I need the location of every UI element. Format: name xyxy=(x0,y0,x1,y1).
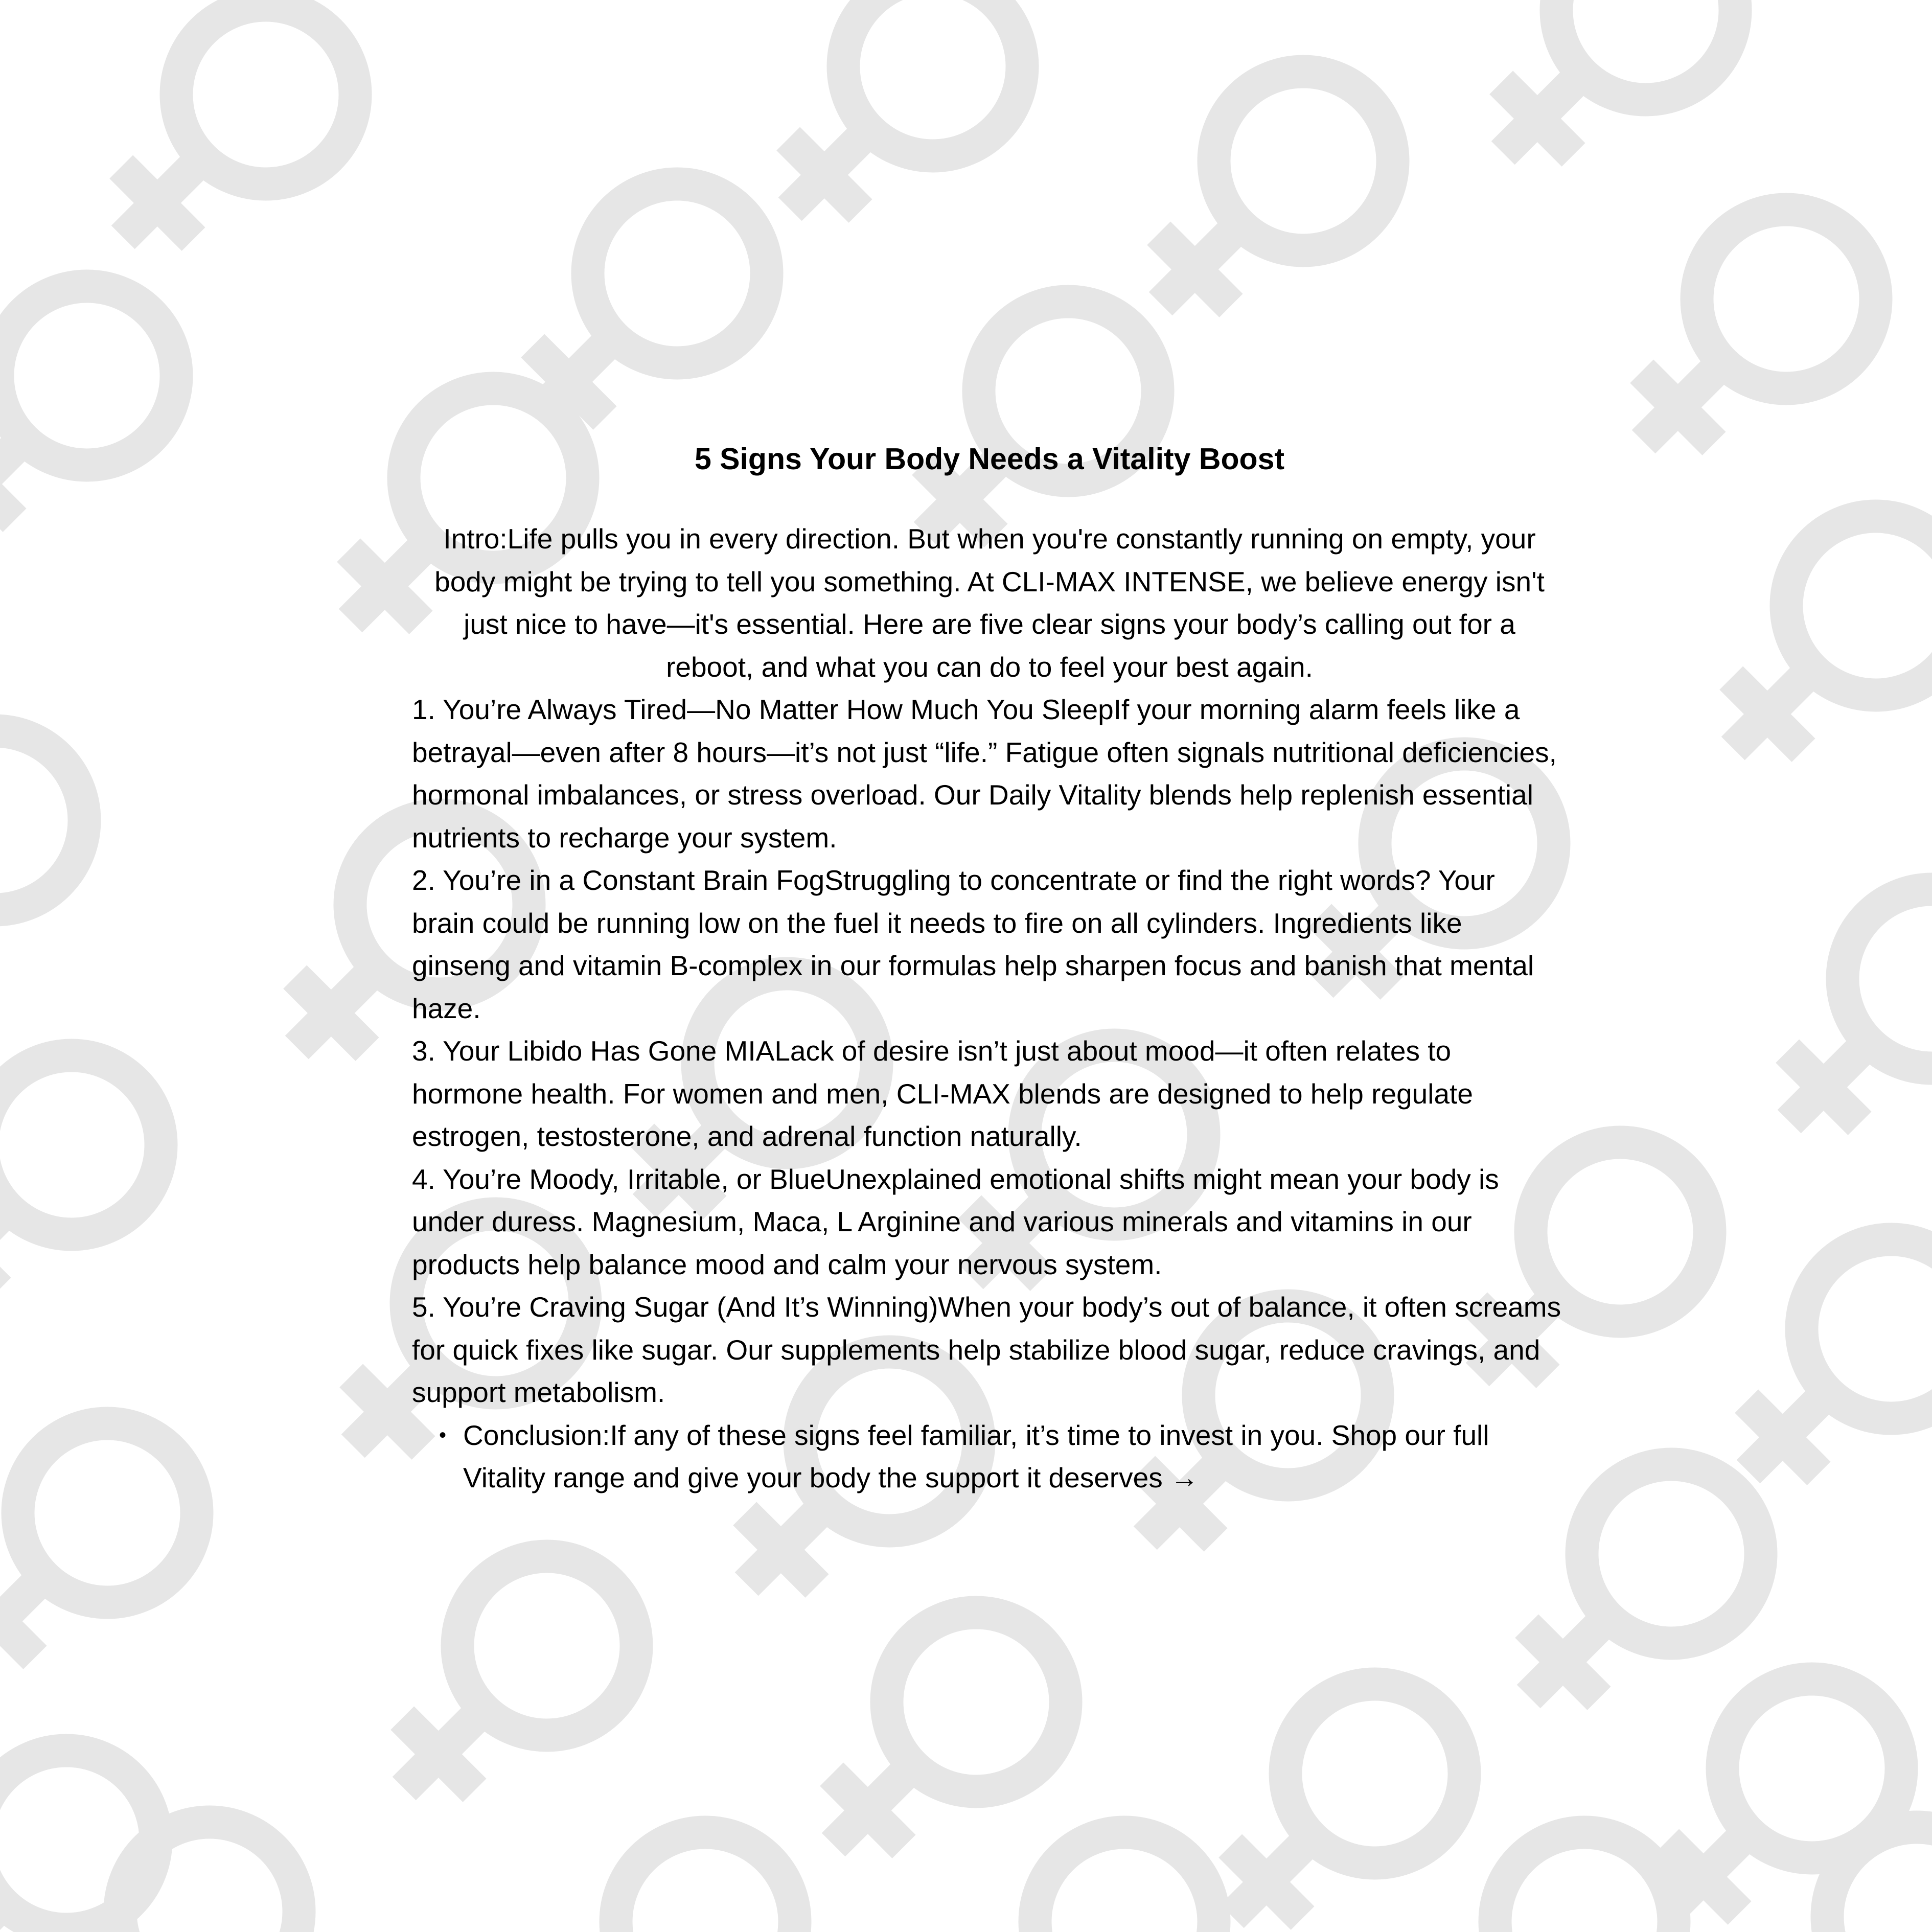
female-symbol-icon xyxy=(918,1796,1251,1932)
female-symbol-icon xyxy=(341,1520,674,1852)
female-symbol-icon xyxy=(0,1019,198,1351)
intro-paragraph: Intro:Life pulls you in every direction. But when you're constantly running on empty, your body might be trying to tell you something. At CLI-MAX INTENSE, we believe energy isn't just nice to have—it's essential. Here are five clear signs your body’s calling out for a reboot, and what you can do to feel your best again. xyxy=(434,523,1545,683)
female-symbol-icon xyxy=(1580,173,1913,505)
female-symbol-icon xyxy=(471,147,804,480)
article xyxy=(412,437,1567,1500)
female-symbol-icon xyxy=(499,1796,832,1932)
female-symbol-icon xyxy=(1726,853,1932,1185)
sign-item-1: 1. You’re Always Tired—No Matter How Much You SleepIf your morning alarm feels like a betrayal—even after 8 hours—it’s not just “life.” Fatigue often signals nutritional deficiencies, hormonal imbalances, or stress overload. Our Daily Vitality blends help replenish essential nutrients to recharge your system. xyxy=(412,694,1557,854)
female-symbol-icon xyxy=(1670,479,1932,812)
female-symbol-icon xyxy=(0,694,121,1027)
conclusion-list xyxy=(412,1414,1567,1500)
sign-item-5: 5. You’re Craving Sugar (And It’s Winning)When your body’s out of balance, it often screams for quick fixes like sugar. Our supplements help stabilize blood sugar, reduce cravings, and support metabolism. xyxy=(412,1291,1561,1408)
female-symbol-icon xyxy=(0,249,213,582)
female-symbol-icon xyxy=(1097,35,1430,367)
female-symbol-icon xyxy=(60,0,393,301)
conclusion-item xyxy=(439,1414,1531,1500)
female-symbol-icon xyxy=(1440,0,1773,216)
article-title: 5 Signs Your Body Needs a Vitality Boost xyxy=(694,442,1285,476)
sign-item-4: 4. You’re Moody, Irritable, or BlueUnexplained emotional shifts might mean your body is under duress. Magnesium, Maca, L Arginine and various minerals and vitamins in our products help balance mood and calm your nervous system. xyxy=(412,1163,1499,1280)
female-symbol-icon xyxy=(0,1387,234,1719)
sign-item-2: 2. You’re in a Constant Brain FogStruggling to concentrate or find the right words? Your brain could be running low on the fuel it needs to fire on all cylinders. Ingredients like ginseng and vitamin B-complex in our formulas help sharpen focus and banish that mental haze. xyxy=(412,864,1534,1024)
sign-item-3: 3. Your Libido Has Gone MIALack of desire isn’t just about mood—it often relates to hormone health. For women and men, CLI-MAX blends are designed to help regulate estrogen, testosterone, and adrenal function naturally. xyxy=(412,1035,1473,1152)
female-symbol-icon xyxy=(727,0,1060,272)
bullet-icon: • xyxy=(439,1423,447,1446)
conclusion-text: Conclusion:If any of these signs feel familiar, it’s time to invest in you. Shop our full Vitality range and give your body the support it deserves → xyxy=(463,1419,1489,1493)
